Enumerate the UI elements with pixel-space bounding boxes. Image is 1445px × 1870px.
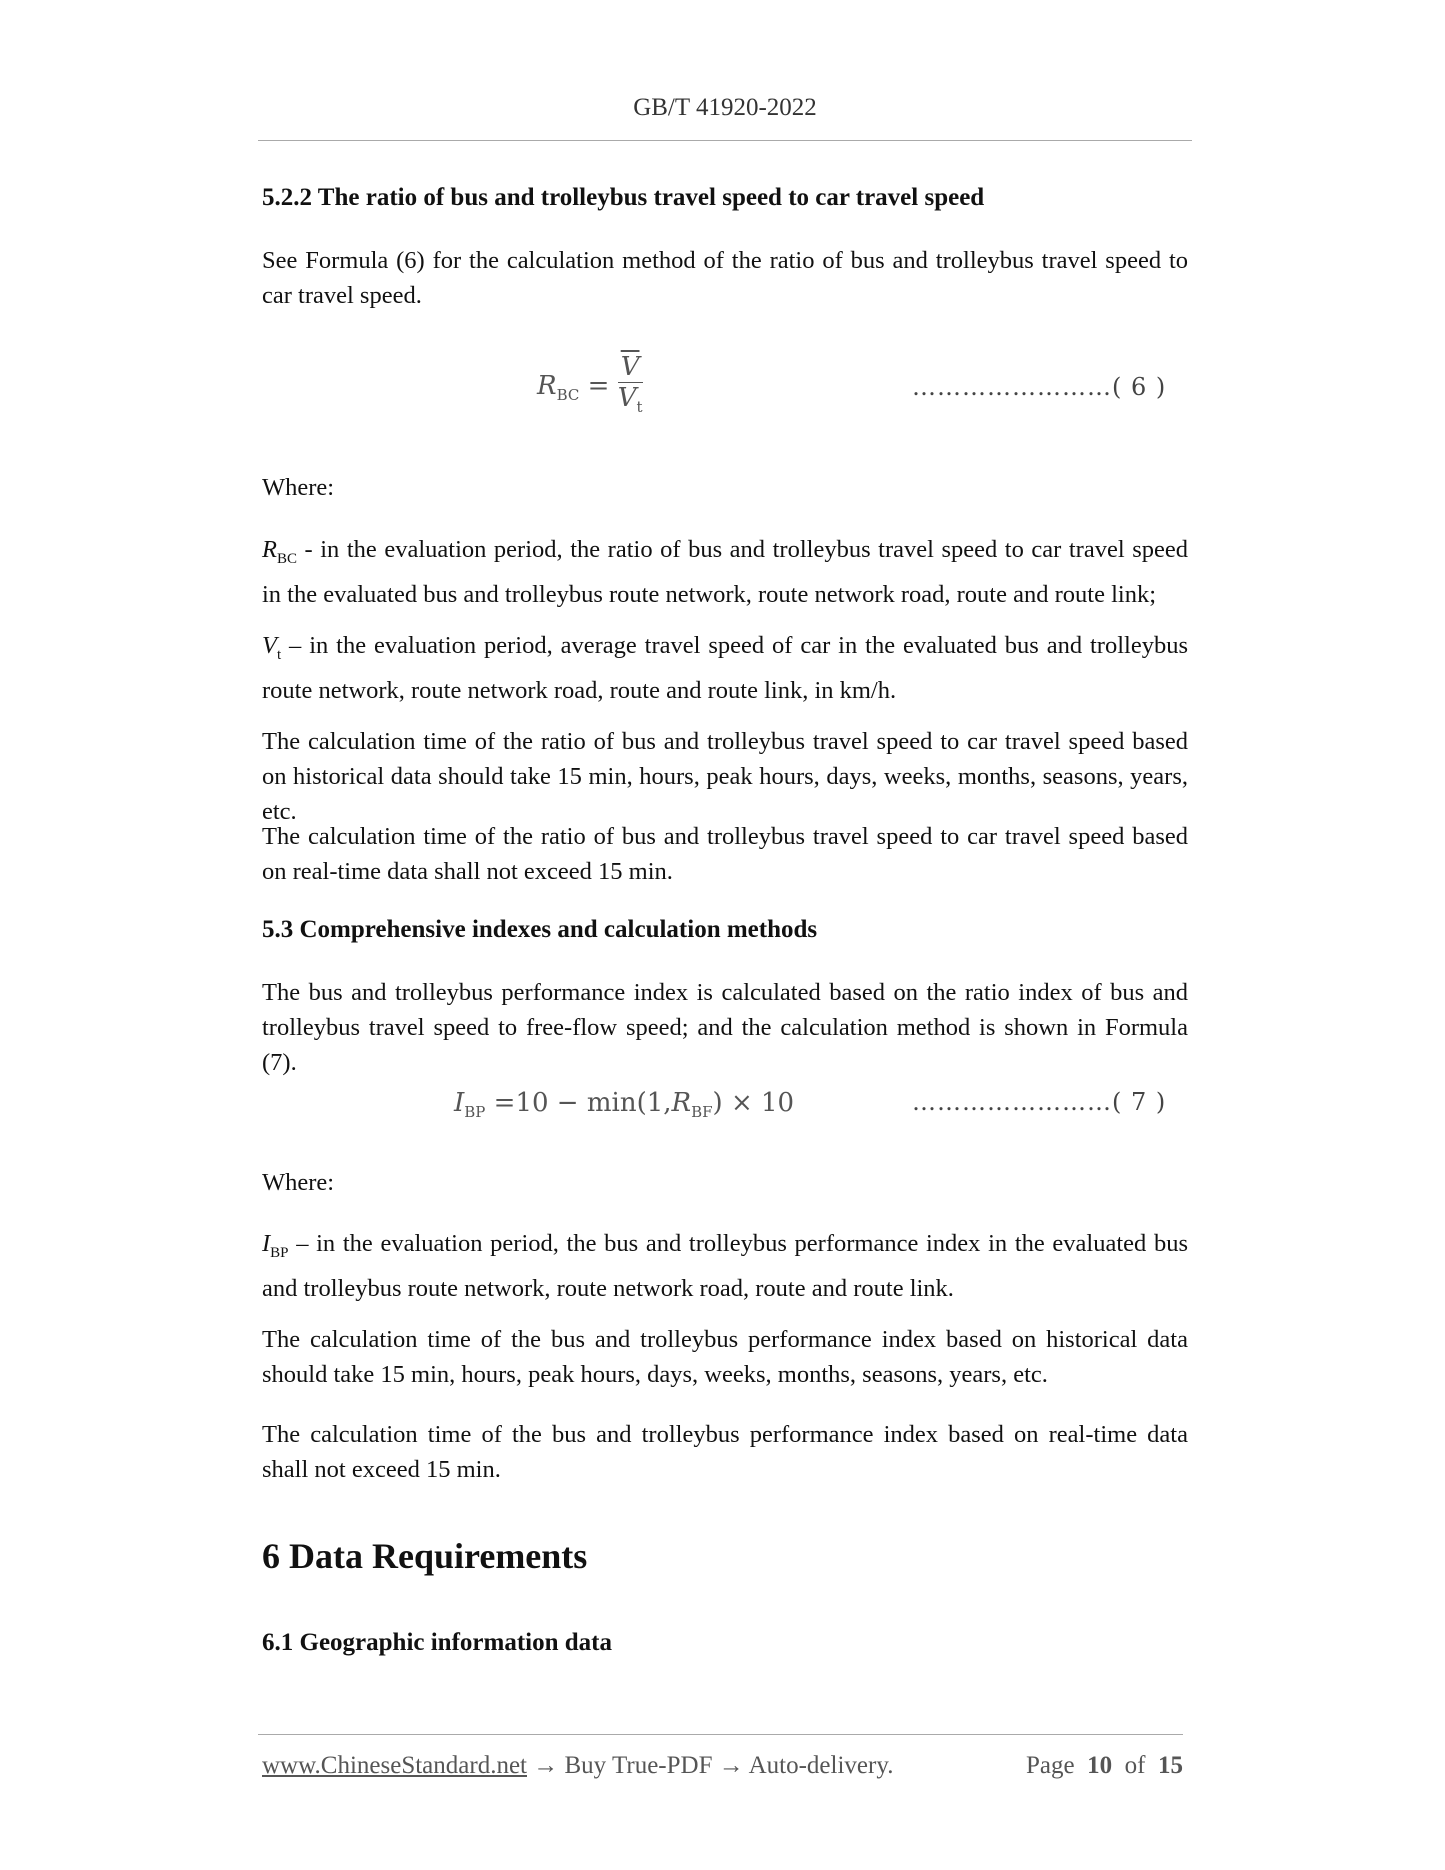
- footer-site-link[interactable]: www.ChineseStandard.net: [262, 1752, 527, 1779]
- formula-7-r-sub: BF: [691, 1103, 713, 1121]
- section-6-1-title: 6.1 Geographic information data: [262, 1629, 612, 1656]
- formula-7-number: ……………………( 7 ): [912, 1088, 1167, 1116]
- header-rule: [258, 140, 1192, 141]
- footer-promo: [262, 1752, 893, 1780]
- paragraph-realtime-1: The calculation time of the ratio of bus and trolleybus travel speed to car travel speed based on real-time data shall not exceed 15 min.: [262, 823, 1188, 885]
- formula-7-r: R: [671, 1088, 692, 1118]
- page-total: 15: [1157, 1752, 1183, 1779]
- formula-7-lhs-sub: BP: [464, 1103, 486, 1121]
- footer-promo-text: → Buy True-PDF → Auto-delivery.: [527, 1752, 894, 1779]
- formula-7-lhs: I: [454, 1088, 465, 1118]
- page-number: [1026, 1752, 1183, 1780]
- page-label: Page: [1026, 1752, 1075, 1779]
- page-current: 10: [1087, 1752, 1113, 1779]
- formula-6-lhs-sub: BC: [556, 386, 580, 404]
- definition-rbc-sub: BC: [276, 551, 297, 567]
- definition-vt-sub: t: [276, 647, 282, 663]
- paragraph-historical-2: The calculation time of the bus and trolleybus performance index based on historical data should take 15 min, hours, peak hours, days, weeks, months, seasons, years, etc.: [262, 1326, 1188, 1388]
- paragraph-realtime-2: The calculation time of the bus and trolleybus performance index based on real-time data shall not exceed 15 min.: [262, 1421, 1188, 1483]
- section-5-2-2-intro: See Formula (6) for the calculation method of the ratio of bus and trolleybus travel speed to car travel speed.: [262, 247, 1188, 309]
- page-of-label: of: [1124, 1752, 1146, 1779]
- formula-6-fraction: [618, 352, 643, 422]
- formula-7-rhs-a: =10 − min(1,: [493, 1088, 672, 1118]
- definition-vt-text: – in the evaluation period, average travel speed of car in the evaluated bus and trolleybus route network, route network road, route and route link, in km/h.: [262, 632, 1188, 704]
- footer-rule: [258, 1734, 1183, 1735]
- paragraph-historical-1: The calculation time of the ratio of bus and trolleybus travel speed to car travel speed based on historical data should take 15 min, hours, peak hours, days, weeks, months, seasons, years, etc.: [262, 728, 1188, 825]
- running-header: GB/T 41920-2022: [633, 94, 817, 121]
- section-6-title: 6 Data Requirements: [262, 1536, 588, 1576]
- definition-rbc-text: - in the evaluation period, the ratio of bus and trolleybus travel speed to car travel speed in the evaluated bus and trolleybus route network, route network road, route and route link;: [262, 536, 1188, 608]
- definition-ibp-text: – in the evaluation period, the bus and trolleybus performance index in the evaluated bus and trolleybus route network, route network road, route and route link.: [262, 1230, 1188, 1302]
- formula-6-equals: =: [587, 371, 610, 401]
- formula-6-number: ……………………( 6 ): [912, 373, 1167, 401]
- section-5-2-2-title: 5.2.2 The ratio of bus and trolleybus travel speed to car travel speed: [262, 184, 985, 211]
- where-label-1: Where:: [262, 474, 335, 501]
- definition-ibp-sub: BP: [270, 1245, 289, 1261]
- definition-vt-symbol: V: [262, 632, 277, 659]
- formula-6-denominator-sub: t: [636, 398, 643, 416]
- where-label-2: Where:: [262, 1169, 335, 1196]
- definition-rbc: [262, 532, 1188, 612]
- formula-6-lhs: R: [537, 371, 557, 401]
- definition-rbc-symbol: R: [262, 536, 277, 563]
- formula-7: [454, 1088, 794, 1121]
- section-5-3-intro: The bus and trolleybus performance index is calculated based on the ratio index of bus and trolleybus travel speed to free-flow speed; and the calculation method is shown in Formula (7).: [262, 979, 1188, 1076]
- formula-7-rhs-b: ) × 10: [712, 1088, 795, 1118]
- formula-6-numerator: $\overline{V}$: [618, 352, 643, 383]
- definition-ibp: [262, 1226, 1188, 1306]
- formula-6-denominator: V: [617, 383, 637, 413]
- definition-ibp-symbol: I: [262, 1230, 271, 1257]
- formula-6: [537, 352, 643, 422]
- section-5-3-title: 5.3 Comprehensive indexes and calculation methods: [262, 916, 818, 943]
- definition-vt: [262, 628, 1188, 708]
